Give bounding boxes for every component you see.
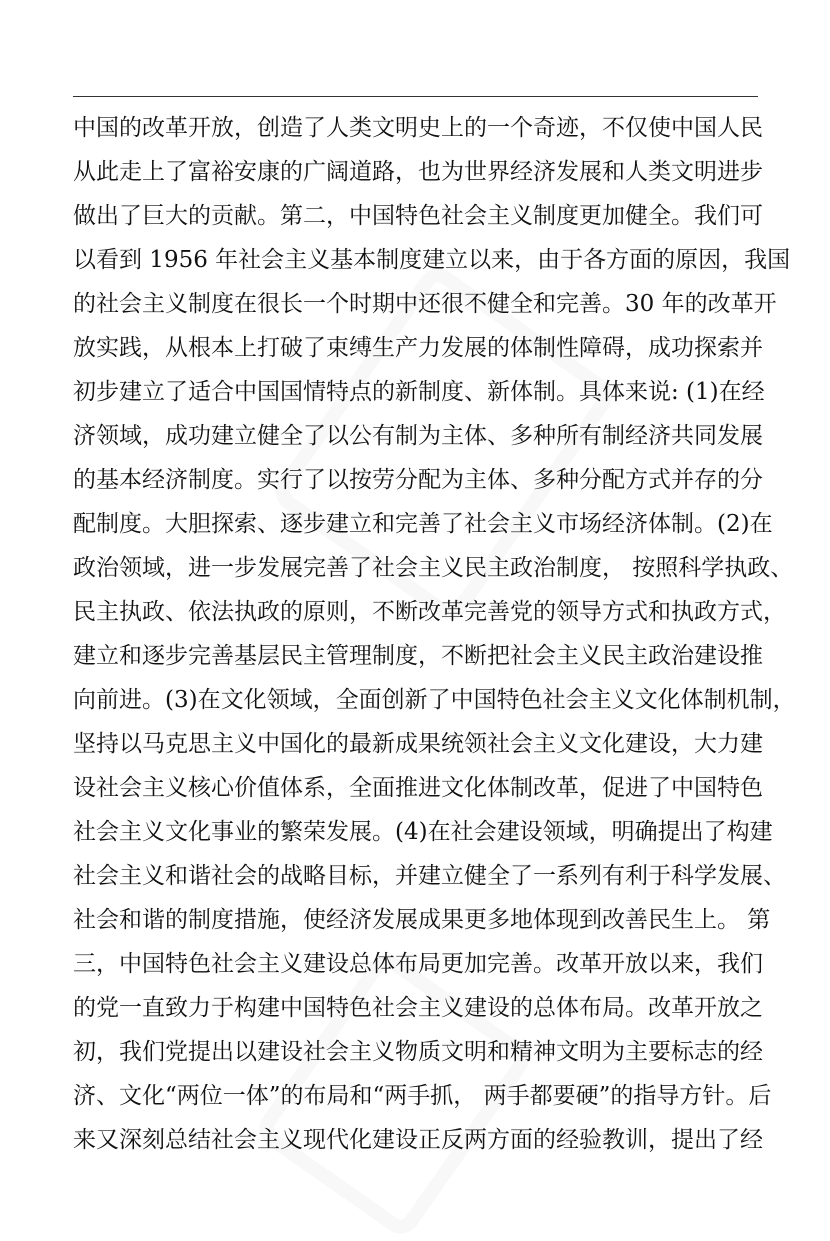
text-line: 做出了巨大的贡献。第二，中国特色社会主义制度更加健全。我们可: [73, 203, 763, 229]
text-line: 设社会主义核心价值体系，全面推进文化体制改革，促进了中国特色: [73, 775, 763, 801]
text-line: 的基本经济制度。实行了以按劳分配为主体、多种分配方式并存的分: [73, 467, 763, 493]
text-line: 配制度。大胆探索、逐步建立和完善了社会主义市场经济体制。(2)在: [73, 511, 773, 537]
text-line: 坚持以马克思主义中国化的最新成果统领社会主义文化建设，大力建: [73, 731, 763, 757]
text-line: 来又深刻总结社会主义现代化建设正反两方面的经验教训，提出了经: [73, 1127, 763, 1153]
text-line: 济、文化“两位一体”的布局和“两手抓， 两手都要硬”的指导方针。后: [73, 1083, 772, 1109]
body-text: [73, 106, 796, 1162]
text-line: 三，中国特色社会主义建设总体布局更加完善。改革开放以来，我们: [73, 951, 763, 977]
text-line: 从此走上了富裕安康的广阔道路，也为世界经济发展和人类文明进步: [73, 159, 763, 185]
text-line: 政治领域，进一步发展完善了社会主义民主政治制度， 按照科学执政、: [73, 555, 794, 581]
text-line: 社会主义和谐社会的战略目标，并建立健全了一系列有利于科学发展、: [73, 863, 786, 889]
text-line: 济领域，成功建立健全了以公有制为主体、多种所有制经济共同发展: [73, 423, 763, 449]
text-line: 初步建立了适合中国国情特点的新制度、新体制。具体来说: (1)在经: [73, 379, 765, 405]
text-line: 社会和谐的制度措施，使经济发展成果更多地体现到改善民生上。 第: [73, 907, 771, 933]
text-line: 的党一直致力于构建中国特色社会主义建设的总体布局。改革开放之: [73, 995, 763, 1021]
text-line: 建立和逐步完善基层民主管理制度，不断把社会主义民主政治建设推: [73, 643, 763, 669]
text-line: 放实践，从根本上打破了束缚生产力发展的体制性障碍，成功探索并: [73, 335, 763, 361]
text-line: 的社会主义制度在很长一个时期中还很不健全和完善。30 年的改革开: [73, 291, 777, 317]
text-line: 向前进。(3)在文化领域，全面创新了中国特色社会主义文化体制机制，: [73, 687, 796, 713]
text-line: 中国的改革开放，创造了人类文明史上的一个奇迹，不仅使中国人民: [73, 115, 763, 141]
header-rule: [73, 96, 758, 97]
text-line: 初，我们党提出以建设社会主义物质文明和精神文明为主要标志的经: [73, 1039, 763, 1065]
text-line: 以看到 1956 年社会主义基本制度建立以来，由于各方面的原因，我国: [73, 247, 791, 273]
text-line: 民主执政、依法执政的原则，不断改革完善党的领导方式和执政方式，: [73, 599, 786, 625]
text-line: 社会主义文化事业的繁荣发展。(4)在社会建设领域，明确提出了构建: [73, 819, 773, 845]
